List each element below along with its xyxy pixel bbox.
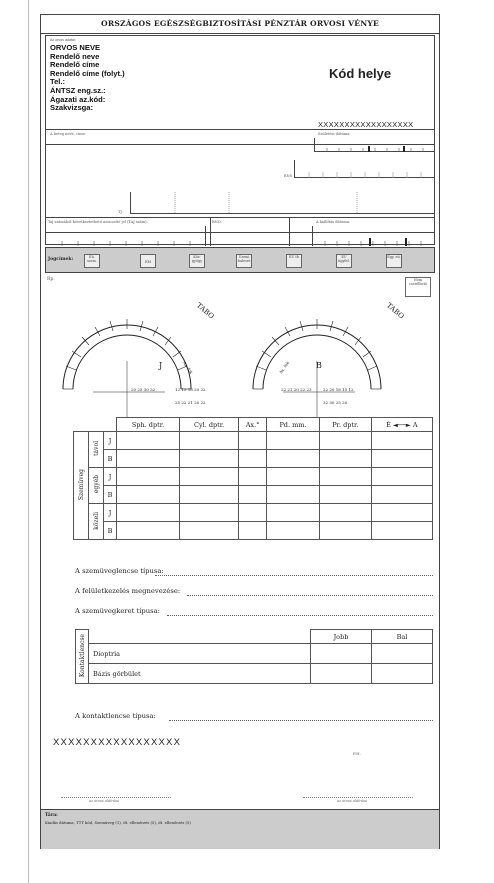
cell-input[interactable] xyxy=(117,450,180,468)
prescription-form xyxy=(40,14,440,849)
entitlement-em[interactable]: EM xyxy=(140,254,156,268)
cell-input[interactable] xyxy=(239,450,267,468)
cell-input[interactable] xyxy=(239,522,267,540)
entitlement-eu-tb[interactable]: EU tb xyxy=(286,254,302,268)
cell-input[interactable] xyxy=(320,486,372,504)
cell-input[interactable] xyxy=(372,644,433,664)
col-pd: Pd. mm. xyxy=(266,418,319,432)
row-eye: B xyxy=(104,522,117,540)
cell-input[interactable] xyxy=(180,504,239,522)
row-group-distance: távol xyxy=(89,432,104,468)
cell-input[interactable] xyxy=(266,468,319,486)
cell-input[interactable] xyxy=(266,504,319,522)
cell-input[interactable] xyxy=(180,450,239,468)
glasses-table xyxy=(73,417,433,540)
cell-input[interactable] xyxy=(117,504,180,522)
tj-label: TJ. xyxy=(118,210,123,214)
cell-input[interactable] xyxy=(320,432,372,450)
code-value: XXXXXXXXXXXXXXXXXX xyxy=(318,120,414,129)
entitlement-uzemi[interactable]: Üzemi baleset xyxy=(236,254,252,268)
cell-input[interactable] xyxy=(180,522,239,540)
glasses-group-label: Szemüveg xyxy=(77,468,85,501)
col-left: Bal xyxy=(372,630,433,644)
contact-type-field[interactable] xyxy=(169,720,433,721)
right-axis-values-3: 25 22 21 20 22 xyxy=(175,400,206,405)
ens-field[interactable] xyxy=(294,160,434,178)
issue-field[interactable] xyxy=(312,226,435,246)
cell-input[interactable] xyxy=(117,522,180,540)
taj-label: Taj számából következtethető azonosító jel (TAJ szám): xyxy=(48,220,148,224)
doctor-name: ORVOS NEVE xyxy=(50,43,101,52)
cell-input[interactable] xyxy=(372,664,433,684)
birth-label: Születési dátuma: xyxy=(318,132,351,136)
bno-field[interactable] xyxy=(210,218,290,246)
col-direction: É ◄──► A xyxy=(371,418,432,432)
cell-input[interactable] xyxy=(320,468,372,486)
specialty: Szakvizsga: xyxy=(50,103,94,113)
tj-field[interactable] xyxy=(130,192,434,214)
antsz-license: ÁNTSZ eng.sz.: xyxy=(50,85,106,95)
margin-line xyxy=(28,0,29,883)
cell-input[interactable] xyxy=(117,486,180,504)
entitlement-eu-ugyfel[interactable]: EU ügyfel. xyxy=(336,254,352,268)
cell-input[interactable] xyxy=(239,486,267,504)
cell-input[interactable] xyxy=(371,468,432,486)
ens-label: ENS xyxy=(284,174,293,178)
tabo-label-right: TABO xyxy=(194,301,216,321)
axis-label-right: Ax. fok xyxy=(181,360,195,375)
contact-lens-table xyxy=(75,629,433,684)
surface-field[interactable] xyxy=(187,595,433,596)
col-sph: Sph. dptr. xyxy=(117,418,180,432)
row-eye: J xyxy=(104,468,117,486)
col-right: Jobb xyxy=(311,630,372,644)
lens-type-label: A szemüveglencse típusa: xyxy=(75,567,164,575)
sig-line-left xyxy=(61,797,171,798)
contact-group-cell xyxy=(76,630,89,684)
code-label: Kód helye xyxy=(329,66,392,81)
cell-input[interactable] xyxy=(371,504,432,522)
doctor-lines xyxy=(50,44,125,113)
entitlement-strip xyxy=(45,247,435,273)
sig-line-right xyxy=(303,797,413,798)
taj-field[interactable] xyxy=(46,226,206,246)
cell-input[interactable] xyxy=(180,432,239,450)
row-eye: B xyxy=(104,450,117,468)
cell-input[interactable] xyxy=(371,450,432,468)
cell-input[interactable] xyxy=(320,450,372,468)
cell-input[interactable] xyxy=(311,644,372,664)
left-axis-values-1: 22 21 20 22 23 xyxy=(281,387,312,392)
frame-label: A szemüvegkeret típusa: xyxy=(75,607,160,615)
phone: Tel.: xyxy=(50,77,66,87)
row-eye: B xyxy=(104,486,117,504)
cell-input[interactable] xyxy=(266,432,319,450)
birth-field[interactable] xyxy=(314,138,434,152)
patient-name-label: A beteg neve, címe: xyxy=(50,132,86,136)
glasses-group-cell xyxy=(74,432,89,540)
clinic-address-cont: Rendelő címe (folyt.) xyxy=(50,68,125,78)
cell-input[interactable] xyxy=(266,450,319,468)
contact-type-label: A kontaktlencse típusa: xyxy=(75,712,156,720)
cell-input[interactable] xyxy=(239,468,267,486)
non-substitutable-box[interactable]: Nem cserélhető xyxy=(405,277,431,297)
col-cyl: Cyl. dptr. xyxy=(180,418,239,432)
footer-note xyxy=(41,809,439,849)
note-text: Kiadás dátuma, TTT kód, Szemüveg (1), dt. ellenőrzés (5), dt. ellenőrzés (5) xyxy=(45,820,191,825)
cell-input[interactable] xyxy=(320,522,372,540)
clinic-address: Rendelő címe xyxy=(50,60,100,70)
cell-input[interactable] xyxy=(180,486,239,504)
surface-label: A felületkezelés megnevezése: xyxy=(75,587,181,595)
lens-type-field[interactable] xyxy=(155,575,433,576)
cell-input[interactable] xyxy=(239,504,267,522)
cell-input[interactable] xyxy=(180,468,239,486)
id-row xyxy=(45,217,435,245)
frame-field[interactable] xyxy=(167,615,433,616)
note-title: Tára: xyxy=(45,813,58,818)
tabo-right-eye xyxy=(63,319,191,417)
doctor-caption: Az orvos adatai: xyxy=(50,38,76,42)
axis-label-left: Ax. fok xyxy=(277,360,291,375)
right-eye-marker: J xyxy=(159,361,163,370)
entitlement-label: Jogcímek: xyxy=(48,257,74,262)
row-eye: J xyxy=(104,504,117,522)
right-axis-values-2: 12 15 18 20 22 xyxy=(175,387,206,392)
ph-mark: P.H. xyxy=(353,751,361,756)
right-axis-values-1: 20 25 30 32 xyxy=(131,387,156,392)
contact-group-label: Kontaktlencse xyxy=(78,633,86,678)
cell-input[interactable] xyxy=(266,486,319,504)
col-ax: Ax.° xyxy=(239,418,267,432)
col-pr: Pr. dptr. xyxy=(320,418,372,432)
signature-code: XXXXXXXXXXXXXXXXX xyxy=(53,737,182,748)
entitlement-egy[interactable]: Egy. eü. xyxy=(386,254,402,268)
cell-input[interactable] xyxy=(371,486,432,504)
tabo-diagrams xyxy=(41,299,441,421)
left-axis-values-2: 22 20 18 15 12 xyxy=(323,387,354,392)
row-group-other: egyéb xyxy=(89,468,104,504)
cell-input[interactable] xyxy=(266,522,319,540)
cell-input[interactable] xyxy=(371,432,432,450)
row-diopter: Dioptria xyxy=(89,644,311,664)
rp-label: Rp. xyxy=(47,277,55,282)
bno-label: BNO: xyxy=(212,220,222,224)
sig-left-label: az orvos aláírása xyxy=(89,799,119,803)
row-base-curve: Bázis görbület xyxy=(89,664,311,684)
entitlement-kozgyogy[interactable]: Köz-gyógy xyxy=(189,254,205,268)
issue-label: A kiállítás dátuma: xyxy=(316,220,351,224)
cell-input[interactable] xyxy=(371,522,432,540)
cell-input[interactable] xyxy=(117,432,180,450)
cell-input[interactable] xyxy=(117,468,180,486)
row-group-near: közeli xyxy=(89,504,104,540)
cell-input[interactable] xyxy=(311,664,372,684)
cell-input[interactable] xyxy=(320,504,372,522)
clinic-name: Rendelő neve xyxy=(50,51,100,61)
row-eye: J xyxy=(104,432,117,450)
left-axis-values-3: 32 30 25 20 xyxy=(323,400,348,405)
left-eye-marker: B xyxy=(316,361,322,370)
entitlement-eu[interactable]: Eü. szem. xyxy=(84,254,100,268)
cell-input[interactable] xyxy=(239,432,267,450)
sig-right-label: az orvos aláírása xyxy=(337,799,367,803)
tabo-label-left: TABO xyxy=(384,301,406,321)
form-title: ORSZÁGOS EGÉSZSÉGBIZTOSÍTÁSI PÉNZTÁR ORVOSI VÉNYE xyxy=(41,15,439,34)
sector-code: Ágazati az.kód: xyxy=(50,94,106,104)
